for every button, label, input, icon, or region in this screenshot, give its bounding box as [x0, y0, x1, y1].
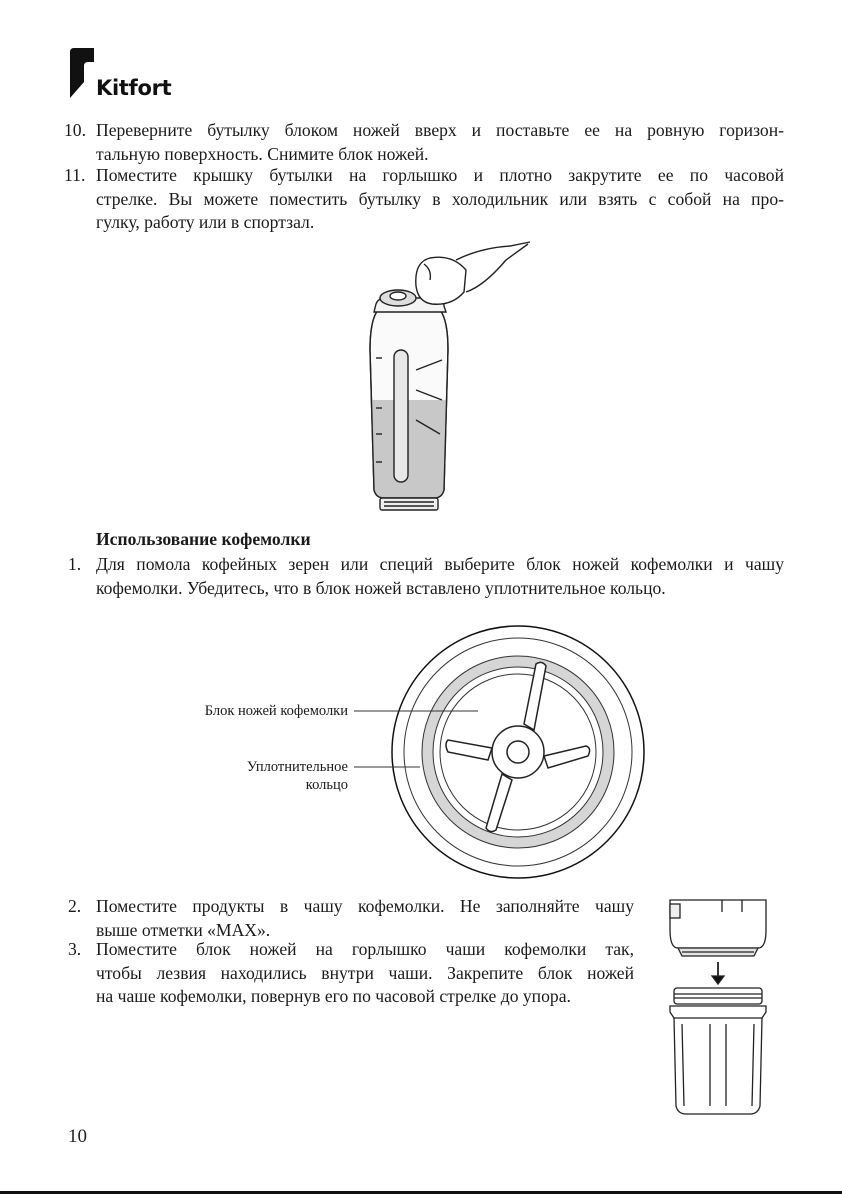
- step-text-line: Для помола кофейных зерен или специй выберите блок ножей кофемолки и чашу: [96, 554, 784, 574]
- step-text-line: Поместите крышку бутылки на горлышко и плотно закрутите ее по часовой: [96, 165, 784, 185]
- blade-unit-label: Блок ножей кофемолки: [204, 703, 348, 719]
- brand-name: Kitfort: [96, 76, 172, 100]
- step-text-line: Переверните бутылку блоком ножей вверх и поставьте ее на ровную горизон-: [96, 120, 784, 140]
- step-number: 3.: [68, 939, 82, 959]
- grinder-assembly-illustration: [662, 892, 774, 1120]
- step-text-line: чтобы лезвия находились внутри чаши. Закрепите блок ножей: [96, 962, 634, 983]
- step-text-line: кофемолки. Убедитесь, что в блок ножей вставлено уплотнительное кольцо.: [96, 577, 666, 598]
- step-number: 2.: [68, 896, 82, 916]
- seal-ring-label-line1: Уплотнительное: [246, 759, 348, 775]
- step-text-line: Поместите блок ножей на горлышко чаши кофемолки так,: [96, 939, 634, 959]
- step-text-line: выше отметки «MAX».: [96, 919, 271, 940]
- step-text-line: гулку, работу или в спортзал.: [96, 212, 315, 232]
- step-number: 10.: [64, 120, 86, 140]
- step-2: [68, 895, 634, 942]
- page-number: 10: [68, 1126, 87, 1147]
- step-number: 1.: [68, 554, 82, 574]
- step-text-line: на чаше кофемолки, повернув его по часовой стрелке до упора.: [96, 986, 571, 1006]
- step-text-line: Поместите продукты в чашу кофемолки. Не заполняйте чашу: [96, 896, 634, 916]
- seal-ring-label-line2: кольцо: [305, 777, 348, 793]
- step-text-line: тальную поверхность. Снимите блок ножей.: [96, 143, 429, 164]
- step-3: [68, 938, 634, 1009]
- bottom-rule: [0, 1191, 842, 1194]
- step-number: 11.: [64, 165, 86, 185]
- step-text-line: стрелке. Вы можете поместить бутылку в холодильник или взять с собой на про-: [96, 188, 784, 209]
- section-title: Использование кофемолки: [96, 529, 311, 549]
